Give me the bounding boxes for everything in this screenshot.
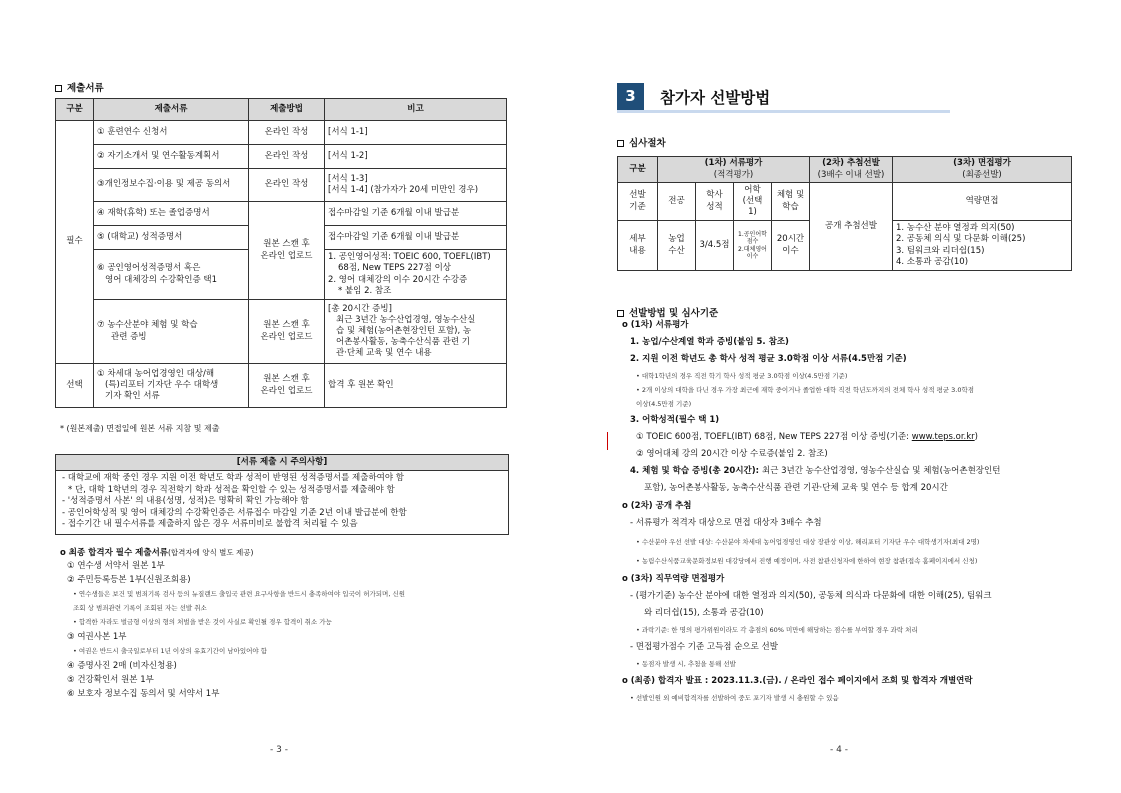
title-underline	[617, 110, 950, 113]
header-gubun: 구분	[56, 99, 94, 121]
list-item: • 2개 이상의 대학을 다닌 경우 가장 최근에 재학 중이거나 졸업한 대학 직전 학년도까지의 전체 학사 성적 평균 3.0학점	[636, 386, 975, 394]
documents-table	[55, 98, 507, 408]
table-row: ⑤ (대학교) 성적증명서 접수마감일 기준 6개월 이내 발급분	[56, 226, 507, 250]
table-row: 세부 내용 농업 수산 3/4.5점 1.공인어학 점수 2.대체영어 이수 20시간 이수 1. 농수산 분야 열정과 의지(50) 2. 공동체 의식 및 다문화 이해(25) 3. 팀워크와 리더쉽(15) 4. 소통과 공감(10)	[618, 221, 1072, 271]
caution-title: [서류 제출 시 주의사항]	[56, 455, 508, 471]
list-item: ③ 여권사본 1부	[67, 632, 127, 642]
table-row: ④ 재학(휴학) 또는 졸업증명서 원본 스캔 후 온라인 업로드 접수마감일 기준 6개월 이내 발급분	[56, 202, 507, 226]
header-doc: 제출서류	[94, 99, 249, 121]
square-bullet-icon	[55, 85, 62, 92]
left-section-title: 제출서류	[55, 80, 104, 94]
list-item: ② 영어대체 강의 20시간 이상 수료증(붙임 2. 참조)	[636, 449, 828, 459]
change-marker	[607, 432, 608, 450]
review-title: 심사절차	[617, 135, 666, 149]
table-row: ⑦ 농수산분야 체험 및 학습 관련 증빙 원본 스캔 후 온라인 업로드 [총 20시간 증빙] 최근 3년간 농수산업경영, 영농수산실 습 및 체험(농어촌현장인턴 포함), 농 어촌봉사활동, 농축수산식품 관련 기 관·단체 교육 및 연수 내용	[56, 300, 507, 364]
list-item: 와 리더쉽(15), 소통과 공감(10)	[644, 608, 764, 618]
list-item: - 서류평가 적격자 대상으로 면접 대상자 3배수 추첨	[630, 518, 822, 528]
list-item: - (평가기준) 농수산 분야에 대한 열정과 의지(50), 공동체 의식과 다문화에 대한 이해(25), 팀워크	[630, 591, 992, 601]
merged-method: 원본 스캔 후 온라인 업로드	[249, 202, 325, 300]
table-row: 선발 기준 전공 학사 성적 어학 (선택 1) 체험 및 학습 공개 추첨선발 역량면접	[618, 183, 1072, 221]
list-item: • 합격한 자라도 벌금형 이상의 형의 처벌을 받은 것이 사실로 확인될 경우 합격이 취소 가능	[73, 618, 332, 626]
square-bullet-icon	[617, 310, 624, 317]
list-item: • 농림수산식품교육문화정보원 대강당에서 진행 예정이며, 사전 참관신청자에 한하여 현장 참관(접속 홈페이지에서 신청)	[636, 557, 978, 565]
list-item: • 여권은 반드시 출국일로부터 1년 이상의 유효기간이 남아있어야 함	[73, 647, 268, 655]
left-page-number: - 3 -	[270, 745, 288, 755]
list-item: 조회 상 범죄관련 기록이 조회된 자는 선발 취소	[73, 604, 207, 612]
caution-box: [서류 제출 시 주의사항] - 대학교에 재학 중인 경우 지원 이전 학년도 학과 성적이 반영된 성적증명서를 제출하여야 함 * 단, 대학 1학년의 경우 직전학기 학과 성적을 확인할 수 있는 성적증명서를 제출해야 함 - '성적증명서 사본' 의 내용(성명, 성적)은 명확히 확인 가능해야 함 - 공인어학성적 및 영어 대체강의 수강확인증은 서류접수 마감일 기준 2년 이내 발급분에 한함 - 접수기간 내 필수서류를 제출하지 않은 경우 서류미비로 불합격 처리될 수 있음	[55, 454, 509, 535]
table-row: ② 자기소개서 및 연수활동계획서 온라인 작성 [서식 1-2]	[56, 145, 507, 169]
table-row: ⑥ 공인영어성적증명서 혹은 영어 대체강의 수강확인증 택1 1. 공인영어성적: TOEIC 600, TOEFL(IBT) 68점, New TEPS 227점 이상 2. 영어 대체강의 이수 20시간 수강증 * 붙임 2. 참조	[56, 250, 507, 300]
criteria-title: 선발방법 및 심사기준	[617, 305, 718, 319]
list-item: 이상(4.5만점 기준)	[636, 400, 692, 408]
list-item: • 연수생들은 보건 및 범죄기록 검사 등의 뉴질랜드 출입국 관련 요구사항을 반드시 충족하여야 입국이 허가되며, 신원	[73, 590, 406, 598]
criteria-list	[622, 320, 1092, 709]
list-item: • 동점자 발생 시, 추첨을 통해 선발	[636, 660, 736, 668]
list-item: ① 연수생 서약서 원본 1부	[67, 561, 165, 571]
teps-link[interactable]: www.teps.or.kr	[911, 432, 975, 442]
final-docs-list	[67, 561, 517, 703]
table-row: 필수 ① 훈련연수 신청서 온라인 작성 [서식 1-1]	[56, 121, 507, 145]
right-page-number: - 4 -	[830, 745, 848, 755]
table-row: ③개인정보수집·이용 및 제공 동의서 온라인 작성 [서식 1-3] [서식 1-4] (참가자가 20세 미만인 경우)	[56, 169, 507, 202]
table-row: 선택 ① 차세대 농어업경영인 대상/해 (특)리포터 기자단 우수 대학생 기자 확인 서류 원본 스캔 후 온라인 업로드 합격 후 원본 확인	[56, 364, 507, 408]
list-item: o (3차) 직무역량 면접평가	[622, 574, 725, 584]
review-table: 구분 (1차) 서류평가 (적격평가) (2차) 추첨선발 (3배수 이내 선발) (3차) 면접평가 (최종선발) 선발 기준 전공 학사 성적 어학 (선택 1) 체험 및 학습 공개 추첨선발 역량면접 세부 내용 농업 수산 3/4.5점 1.공인어학 점수 2.대체영어 이수 20시간 이수 1. 농수산 분야 열정과 의지(50) 2. 공동체 의식 및 다문화 이해(25) 3. 팀워크와 리더쉽(15) 4. 소통과 공감(10)	[617, 156, 1072, 271]
list-item: ⑤ 건강확인서 원본 1부	[67, 675, 154, 685]
header-method: 제출방법	[249, 99, 325, 121]
right-section-title: 참가자 선발방법	[660, 89, 771, 107]
section-number-badge: 3	[617, 83, 644, 110]
required-label: 필수	[56, 121, 94, 364]
list-item: ④ 증명사진 2매 (비자신청용)	[67, 661, 177, 671]
list-item: o (1차) 서류평가	[622, 320, 689, 330]
list-item: 4. 체험 및 학습 증빙(총 20시간): 최근 3년간 농수산업경영, 영농수산실습 및 체험(농어촌현장인턴	[630, 466, 1001, 476]
merged-lottery: 공개 추첨선발	[810, 183, 893, 271]
list-item: o (최종) 합격자 발표 : 2023.11.3.(금). / 온라인 접수 페이지에서 조회 및 합격자 개별연락	[622, 676, 973, 686]
list-item: ① TOEIC 600점, TOEFL(IBT) 68점, New TEPS 227점 이상 증빙(기준: www.teps.or.kr)	[636, 432, 978, 442]
square-bullet-icon	[617, 140, 624, 147]
list-item: o (2차) 공개 추첨	[622, 501, 692, 511]
list-item: 1. 농업/수산계열 학과 증빙(붙임 5. 참조)	[630, 337, 789, 347]
list-item: ② 주민등록등본 1부(신원조회용)	[67, 575, 191, 585]
list-item: 3. 어학성적(필수 택 1)	[630, 415, 720, 425]
list-item: 2. 지원 이전 학년도 총 학사 성적 평균 3.0학점 이상 서류(4.5만점 기준)	[630, 354, 907, 364]
list-item: • 과락기준: 한 명의 평가위원이라도 각 총점의 60% 미만에 해당하는 점수를 부여할 경우 과락 처리	[636, 626, 918, 634]
select-label: 선택	[56, 364, 94, 408]
header-note: 비고	[325, 99, 507, 121]
list-item: ⑥ 보호자 정보수집 동의서 및 서약서 1부	[67, 689, 220, 699]
footnote: * (원본제출) 면접일에 원본 서류 지참 및 제출	[60, 424, 220, 433]
list-item: • 대학1학년의 경우 직전 학기 학사 성적 평균 3.0학점 이상(4.5만점 기준)	[636, 372, 848, 380]
list-item: • 선발인원 외 예비합격자를 선발하여 중도 포기자 발생 시 충원할 수 있음	[630, 694, 839, 702]
list-item: 포함), 농어촌봉사활동, 농축수산식품 관련 기관·단체 교육 및 연수 등 합계 20시간	[644, 483, 948, 493]
list-item: • 수산분야 우선 선발 대상: 수산분야 차세대 농어업경영인 대상 장관상 이상, 해리포터 기자단 우수 대학생기자(최대 2명)	[636, 538, 980, 546]
final-docs-title: o 최종 합격자 필수 제출서류(합격자에 양식 별도 제공)	[60, 548, 254, 558]
list-item: - 면접평가점수 기준 고득점 순으로 선발	[630, 642, 778, 652]
